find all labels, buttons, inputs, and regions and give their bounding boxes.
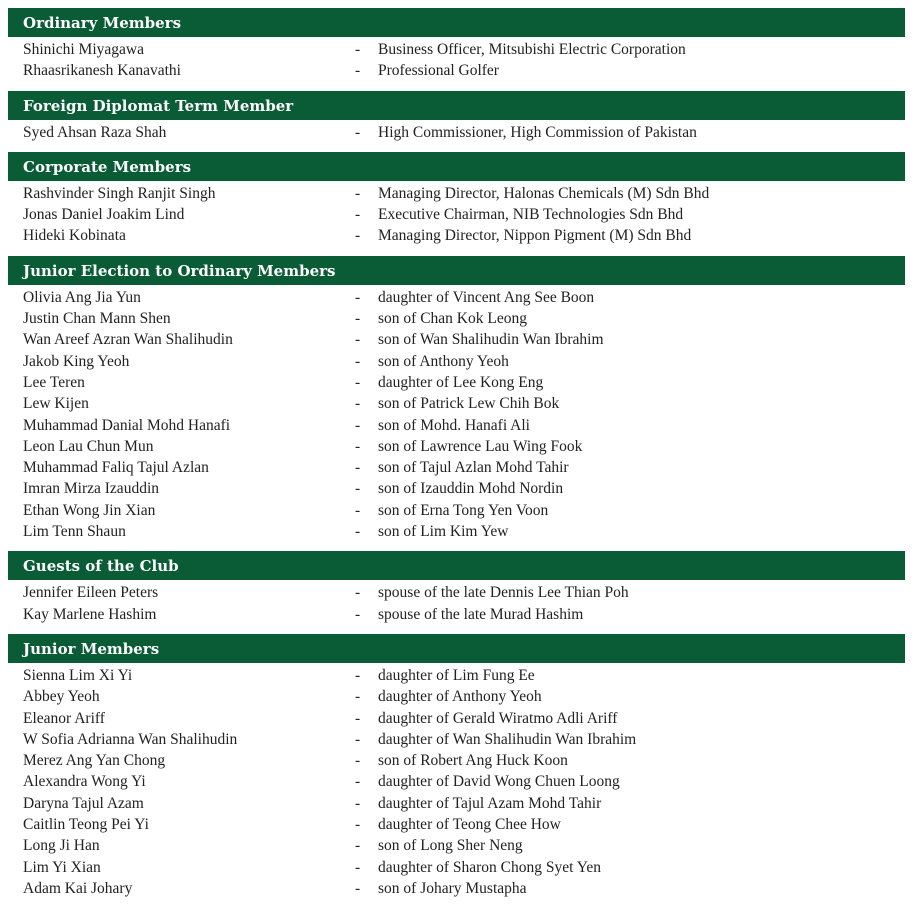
separator-dash: - [355, 584, 361, 602]
section-header: Corporate Members [8, 152, 905, 181]
member-description: High Commissioner, High Commission of Pakistan [378, 123, 697, 141]
member-name: Rashvinder Singh Ranjit Singh [23, 184, 216, 202]
separator-dash: - [355, 816, 361, 834]
member-description: son of Izauddin Mohd Nordin [378, 480, 564, 498]
separator-dash: - [355, 773, 361, 791]
section-header: Foreign Diplomat Term Member [8, 91, 905, 120]
member-description: daughter of Vincent Ang See Boon [378, 288, 595, 306]
member-name: Leon Lau Chun Mun [23, 437, 154, 455]
member-name: Lim Tenn Shaun [23, 523, 126, 541]
list-item [8, 686, 905, 707]
member-description: son of Robert Ang Huck Koon [378, 752, 568, 770]
separator-dash: - [355, 62, 361, 80]
member-description: son of Erna Tong Yen Voon [378, 501, 549, 519]
member-name: Imran Mirza Izauddin [23, 480, 159, 498]
member-description: daughter of Teong Chee How [378, 816, 561, 834]
member-name: Sienna Lim Xi Yi [23, 666, 133, 684]
member-name: Eleanor Ariff [23, 709, 105, 727]
section-entries [8, 663, 905, 908]
separator-dash: - [355, 605, 361, 623]
member-description: daughter of Lim Fung Ee [378, 666, 535, 684]
member-description: son of Johary Mustapha [378, 879, 527, 897]
list-item [8, 457, 905, 478]
member-description: daughter of David Wong Chuen Loong [378, 773, 620, 791]
separator-dash: - [355, 459, 361, 477]
list-item [8, 60, 905, 81]
member-name: Daryna Tajul Azam [23, 794, 144, 812]
list-item [8, 204, 905, 225]
list-item [8, 750, 905, 771]
member-description: son of Anthony Yeoh [378, 352, 509, 370]
member-name: Syed Ahsan Raza Shah [23, 123, 167, 141]
separator-dash: - [355, 501, 361, 519]
member-name: Muhammad Faliq Tajul Azlan [23, 459, 209, 477]
section [8, 91, 905, 152]
member-description: daughter of Anthony Yeoh [378, 688, 542, 706]
member-list [8, 8, 905, 908]
member-name: Justin Chan Mann Shen [23, 310, 171, 328]
separator-dash: - [355, 666, 361, 684]
separator-dash: - [355, 123, 361, 141]
member-name: Rhaasrikanesh Kanavathi [23, 62, 181, 80]
member-name: Lew Kijen [23, 395, 89, 413]
list-item [8, 351, 905, 372]
separator-dash: - [355, 373, 361, 391]
separator-dash: - [355, 480, 361, 498]
list-item [8, 372, 905, 393]
section-entries [8, 120, 905, 152]
member-name: Caitlin Teong Pei Yi [23, 816, 149, 834]
member-description: Professional Golfer [378, 62, 499, 80]
section [8, 256, 905, 552]
list-item [8, 308, 905, 329]
list-item [8, 582, 905, 603]
list-item [8, 39, 905, 60]
member-description: Managing Director, Nippon Pigment (M) Sdn Bhd [378, 227, 692, 245]
member-description: Executive Chairman, NIB Technologies Sdn Bhd [378, 206, 684, 224]
separator-dash: - [355, 288, 361, 306]
member-description: daughter of Tajul Azam Mohd Tahir [378, 794, 602, 812]
separator-dash: - [355, 184, 361, 202]
member-name: Kay Marlene Hashim [23, 605, 157, 623]
member-description: Business Officer, Mitsubishi Electric Corporation [378, 41, 686, 58]
member-name: Jennifer Eileen Peters [23, 584, 159, 602]
list-item [8, 604, 905, 625]
member-name: Alexandra Wong Yi [23, 773, 146, 791]
section [8, 551, 905, 634]
section-header: Ordinary Members [8, 8, 905, 37]
list-item [8, 793, 905, 814]
list-item [8, 329, 905, 350]
list-item [8, 729, 905, 750]
section [8, 634, 905, 908]
separator-dash: - [355, 794, 361, 812]
member-description: son of Patrick Lew Chih Bok [378, 395, 560, 413]
section-header: Junior Election to Ordinary Members [8, 256, 905, 285]
list-item [8, 287, 905, 308]
list-item [8, 500, 905, 521]
member-name: Ethan Wong Jin Xian [23, 501, 156, 519]
member-name: W Sofia Adrianna Wan Shalihudin [23, 730, 238, 748]
separator-dash: - [355, 227, 361, 245]
list-item [8, 878, 905, 899]
list-item [8, 835, 905, 856]
member-description: son of Lim Kim Yew [378, 523, 509, 541]
member-name: Jonas Daniel Joakim Lind [23, 206, 185, 224]
member-name: Adam Kai Johary [23, 879, 133, 897]
separator-dash: - [355, 395, 361, 413]
list-item [8, 415, 905, 436]
section-header: Guests of the Club [8, 551, 905, 580]
section-entries [8, 181, 905, 256]
separator-dash: - [355, 416, 361, 434]
list-item [8, 708, 905, 729]
separator-dash: - [355, 752, 361, 770]
member-name: Muhammad Danial Mohd Hanafi [23, 416, 231, 434]
member-name: Long Ji Han [23, 837, 100, 855]
list-item [8, 183, 905, 204]
separator-dash: - [355, 688, 361, 706]
separator-dash: - [355, 523, 361, 541]
list-item [8, 436, 905, 457]
member-description: spouse of the late Murad Hashim [378, 605, 584, 623]
separator-dash: - [355, 858, 361, 876]
list-item [8, 122, 905, 143]
member-description: son of Mohd. Hanafi Ali [378, 416, 530, 434]
member-description: son of Chan Kok Leong [378, 310, 527, 328]
separator-dash: - [355, 879, 361, 897]
separator-dash: - [355, 352, 361, 370]
separator-dash: - [355, 41, 361, 58]
section [8, 8, 905, 91]
member-name: Lee Teren [23, 373, 85, 391]
member-name: Jakob King Yeoh [23, 352, 130, 370]
separator-dash: - [355, 310, 361, 328]
list-item [8, 814, 905, 835]
member-description: spouse of the late Dennis Lee Thian Poh [378, 584, 629, 602]
separator-dash: - [355, 331, 361, 349]
separator-dash: - [355, 206, 361, 224]
section [8, 152, 905, 256]
section-header: Junior Members [8, 634, 905, 663]
member-name: Abbey Yeoh [23, 688, 100, 706]
member-name: Hideki Kobinata [23, 227, 126, 245]
member-description: Managing Director, Halonas Chemicals (M) Sdn Bhd [378, 184, 710, 202]
member-description: son of Wan Shalihudin Wan Ibrahim [378, 331, 604, 349]
list-item [8, 225, 905, 246]
section-entries [8, 580, 905, 634]
section-entries [8, 285, 905, 552]
separator-dash: - [355, 709, 361, 727]
member-description: son of Lawrence Lau Wing Fook [378, 437, 583, 455]
member-name: Shinichi Miyagawa [23, 41, 144, 58]
list-item [8, 771, 905, 792]
list-item [8, 857, 905, 878]
member-name: Wan Areef Azran Wan Shalihudin [23, 331, 233, 349]
list-item [8, 665, 905, 686]
section-entries [8, 37, 905, 91]
member-name: Merez Ang Yan Chong [23, 752, 166, 770]
separator-dash: - [355, 837, 361, 855]
member-description: daughter of Wan Shalihudin Wan Ibrahim [378, 730, 637, 748]
member-description: son of Long Sher Neng [378, 837, 523, 855]
member-description: daughter of Lee Kong Eng [378, 373, 544, 391]
separator-dash: - [355, 437, 361, 455]
member-description: daughter of Gerald Wiratmo Adli Ariff [378, 709, 618, 727]
list-item [8, 478, 905, 499]
member-name: Lim Yi Xian [23, 858, 101, 876]
list-item [8, 393, 905, 414]
separator-dash: - [355, 730, 361, 748]
member-description: daughter of Sharon Chong Syet Yen [378, 858, 602, 876]
member-name: Olivia Ang Jia Yun [23, 288, 141, 306]
list-item [8, 521, 905, 542]
member-description: son of Tajul Azlan Mohd Tahir [378, 459, 569, 477]
